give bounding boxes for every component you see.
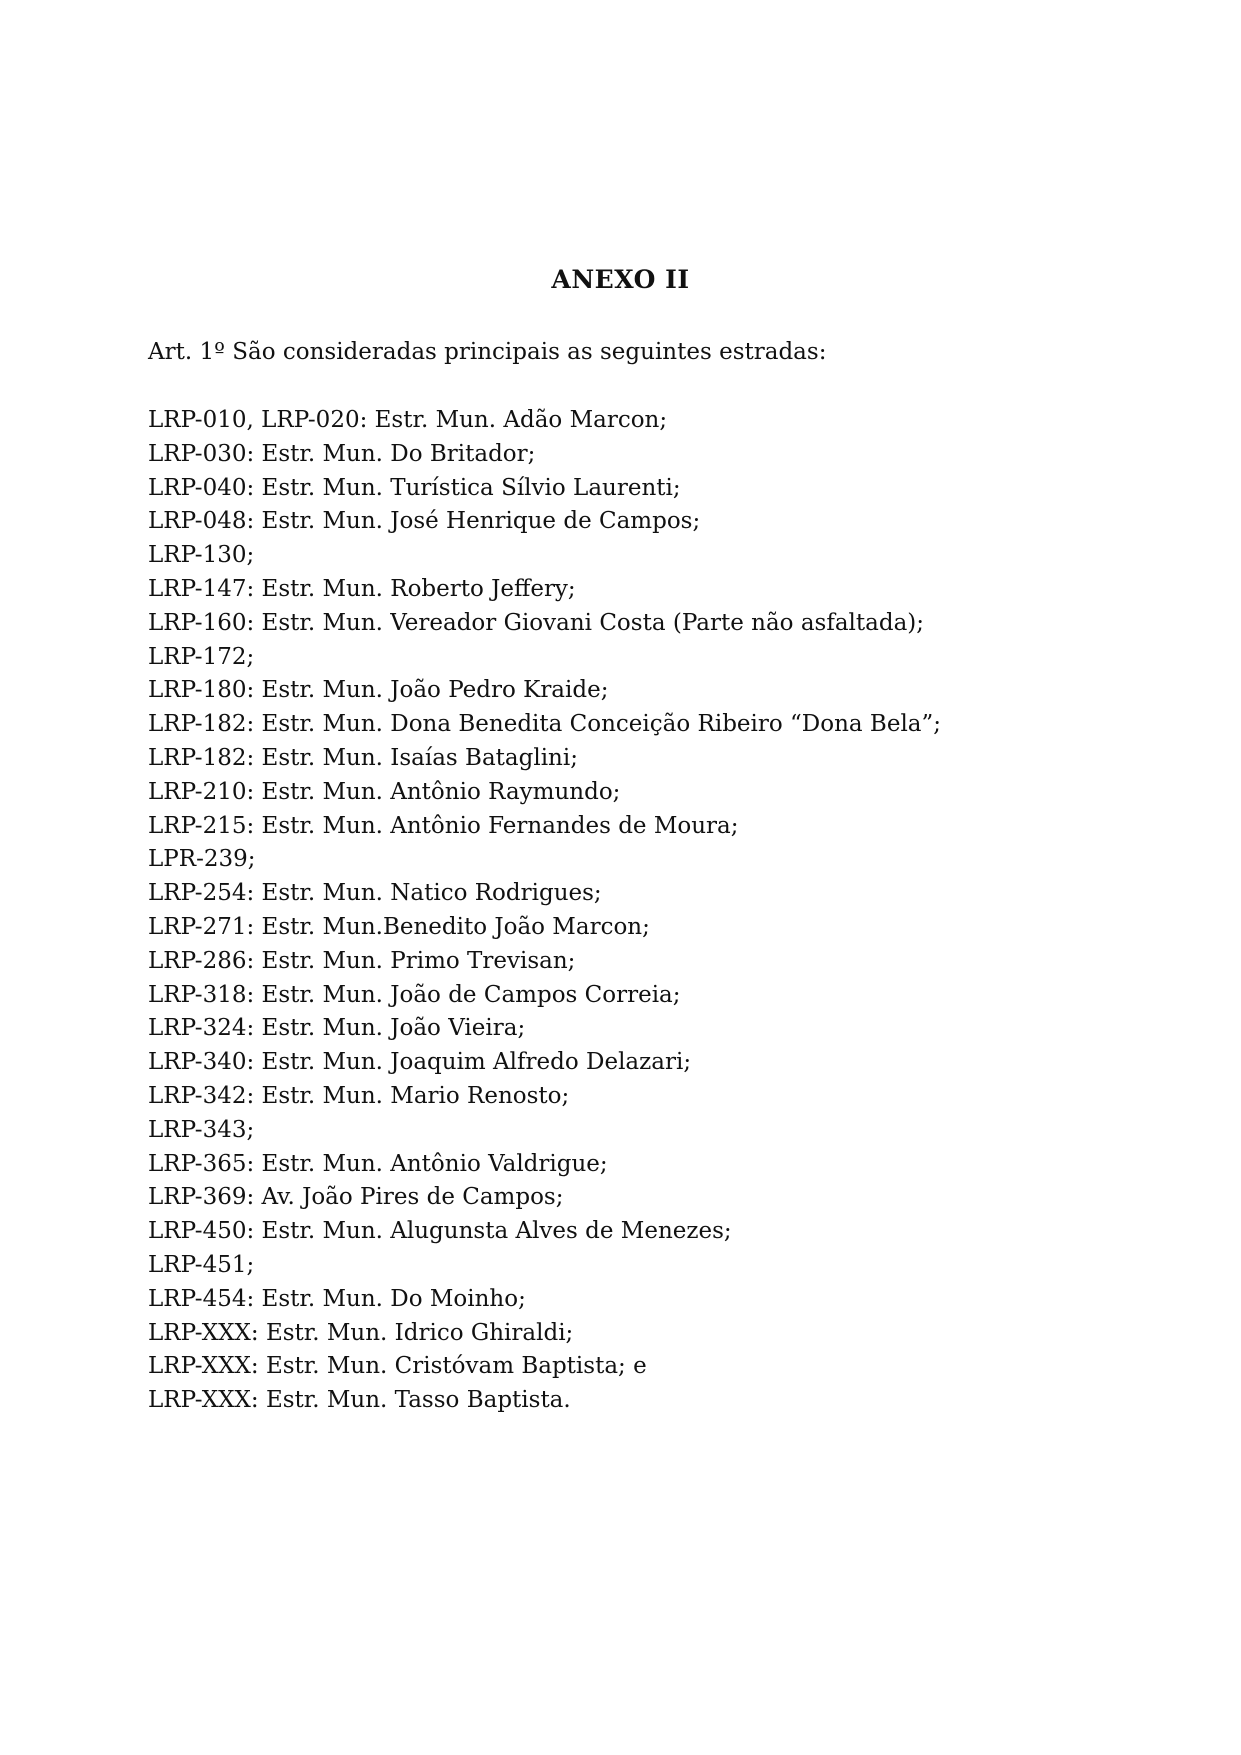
road-item: LRP-450: Estr. Mun. Alugunsta Alves de Menezes; xyxy=(148,1218,732,1245)
road-item: LRP-XXX: Estr. Mun. Tasso Baptista. xyxy=(148,1387,571,1414)
road-item: LRP-271: Estr. Mun.Benedito João Marcon; xyxy=(148,913,650,940)
road-item: LRP-040: Estr. Mun. Turística Sílvio Laurenti; xyxy=(148,474,681,501)
road-item: LRP-180: Estr. Mun. João Pedro Kraide; xyxy=(148,677,609,704)
road-item: LRP-172; xyxy=(148,643,255,670)
road-item: LRP-210: Estr. Mun. Antônio Raymundo; xyxy=(148,778,621,805)
road-item: LRP-XXX: Estr. Mun. Idrico Ghiraldi; xyxy=(148,1319,574,1346)
road-item: LRP-324: Estr. Mun. João Vieira; xyxy=(148,1015,526,1042)
road-item: LRP-365: Estr. Mun. Antônio Valdrigue; xyxy=(148,1150,608,1177)
road-item: LRP-342: Estr. Mun. Mario Renosto; xyxy=(148,1082,570,1109)
road-item: LRP-454: Estr. Mun. Do Moinho; xyxy=(148,1285,526,1312)
road-item: LRP-318: Estr. Mun. João de Campos Correia; xyxy=(148,981,681,1008)
road-item: LRP-369: Av. João Pires de Campos; xyxy=(148,1184,564,1211)
road-item: LRP-030: Estr. Mun. Do Britador; xyxy=(148,440,536,467)
road-item: LRP-286: Estr. Mun. Primo Trevisan; xyxy=(148,947,576,974)
road-item: LRP-182: Estr. Mun. Dona Benedita Conceição Ribeiro “Dona Bela”; xyxy=(148,711,942,738)
road-item: LPR-239; xyxy=(148,846,256,873)
road-item: LRP-215: Estr. Mun. Antônio Fernandes de Moura; xyxy=(148,812,739,839)
road-item: LRP-160: Estr. Mun. Vereador Giovani Costa (Parte não asfaltada); xyxy=(148,609,925,636)
article-intro: Art. 1º São consideradas principais as seguintes estradas: xyxy=(148,339,827,365)
document-title: ANEXO II xyxy=(551,265,690,294)
road-item: LRP-451; xyxy=(148,1251,255,1278)
road-item: LRP-130; xyxy=(148,542,255,569)
road-item: LRP-343; xyxy=(148,1116,255,1143)
road-item: LRP-254: Estr. Mun. Natico Rodrigues; xyxy=(148,880,602,907)
road-list xyxy=(148,404,941,1418)
road-item: LRP-XXX: Estr. Mun. Cristóvam Baptista; e xyxy=(148,1353,647,1380)
road-item: LRP-048: Estr. Mun. José Henrique de Campos; xyxy=(148,508,701,535)
road-item: LRP-340: Estr. Mun. Joaquim Alfredo Delazari; xyxy=(148,1049,692,1076)
road-item: LRP-182: Estr. Mun. Isaías Bataglini; xyxy=(148,744,578,771)
road-item: LRP-147: Estr. Mun. Roberto Jeffery; xyxy=(148,575,576,602)
road-item: LRP-010, LRP-020: Estr. Mun. Adão Marcon; xyxy=(148,407,668,433)
